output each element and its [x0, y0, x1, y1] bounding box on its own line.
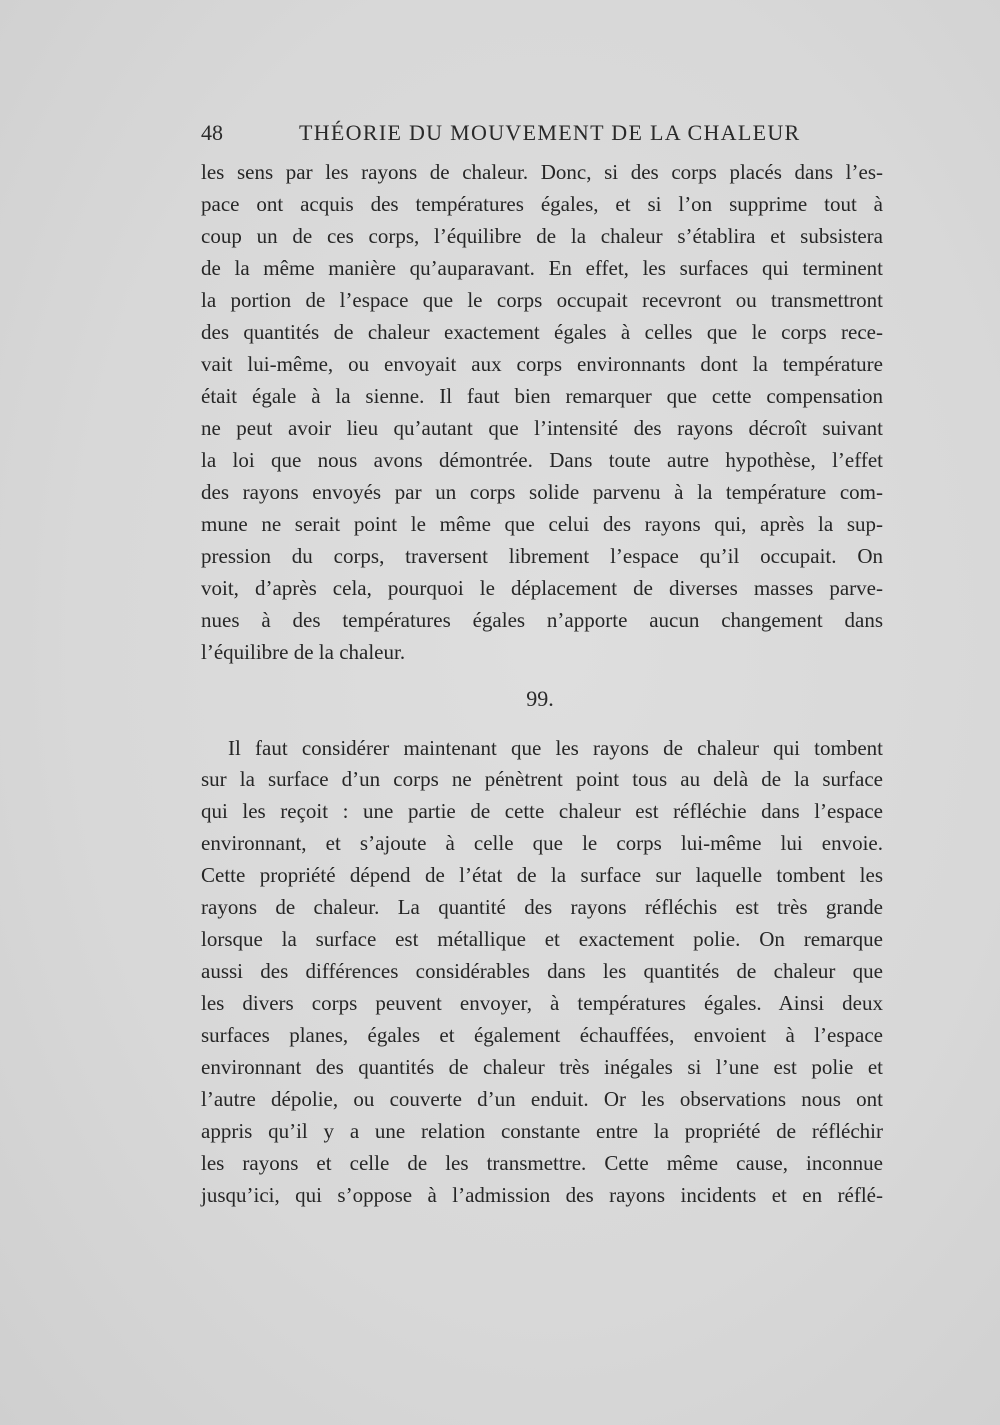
- text-line: lorsque la surface est métallique et exactement polie. On remarque: [201, 927, 883, 951]
- text-line: surfaces planes, égales et également échauffées, envoient à l’espace: [201, 1023, 883, 1047]
- text-line: nues à des températures égales n’apporte aucun changement dans: [201, 608, 883, 632]
- text-line: les sens par les rayons de chaleur. Donc, si des corps placés dans l’es-: [201, 160, 883, 184]
- page-number: 48: [201, 120, 223, 145]
- text-line: l’équilibre de la chaleur.: [201, 640, 406, 664]
- text-line: rayons de chaleur. La quantité des rayons réfléchis est très grande: [201, 895, 883, 919]
- text-line: les divers corps peuvent envoyer, à températures égales. Ainsi deux: [201, 991, 883, 1015]
- running-header: [201, 120, 821, 150]
- text-line: aussi des différences considérables dans les quantités de chaleur que: [201, 959, 883, 983]
- text-line: la loi que nous avons démontrée. Dans toute autre hypothèse, l’effet: [201, 448, 883, 472]
- text-line: coup un de ces corps, l’équilibre de la chaleur s’établira et subsistera: [201, 224, 883, 248]
- text-line: des quantités de chaleur exactement égales à celles que le corps rece-: [201, 320, 883, 344]
- text-line: Cette propriété dépend de l’état de la surface sur laquelle tombent les: [201, 863, 883, 887]
- text-line: la portion de l’espace que le corps occupait recevront ou transmettront: [201, 288, 883, 312]
- text-line: jusqu’ici, qui s’oppose à l’admission des rayons incidents et en réflé-: [201, 1183, 883, 1207]
- text-line: sur la surface d’un corps ne pénètrent point tous au delà de la surface: [201, 767, 883, 791]
- text-line: pace ont acquis des températures égales, et si l’on supprime tout à: [201, 192, 883, 216]
- text-line: de la même manière qu’auparavant. En effet, les surfaces qui terminent: [201, 256, 883, 280]
- text-line: appris qu’il y a une relation constante entre la propriété de réfléchir: [201, 1119, 883, 1143]
- text-line: était égale à la sienne. Il faut bien remarquer que cette compensation: [201, 384, 883, 408]
- running-title: THÉORIE DU MOUVEMENT DE LA CHALEUR: [299, 120, 801, 145]
- text-line: ne peut avoir lieu qu’autant que l’intensité des rayons décroît suivant: [201, 416, 883, 440]
- section-number: 99.: [526, 686, 554, 711]
- text-line: pression du corps, traversent librement l’espace qu’il occupait. On: [201, 544, 883, 568]
- text-line: des rayons envoyés par un corps solide parvenu à la température com-: [201, 480, 883, 504]
- text-line: vait lui-même, ou envoyait aux corps environnants dont la température: [201, 352, 883, 376]
- text-line: environnant, et s’ajoute à celle que le corps lui-même lui envoie.: [201, 831, 883, 855]
- text-line: qui les reçoit : une partie de cette chaleur est réfléchie dans l’espace: [201, 799, 883, 823]
- text-line: voit, d’après cela, pourquoi le déplacement de diverses masses parve-: [201, 576, 883, 600]
- text-line: Il faut considérer maintenant que les rayons de chaleur qui tombent: [228, 736, 883, 760]
- text-line: l’autre dépolie, ou couverte d’un enduit. Or les observations nous ont: [201, 1087, 883, 1111]
- text-line: les rayons et celle de les transmettre. Cette même cause, inconnue: [201, 1151, 883, 1175]
- text-line: mune ne serait point le même que celui des rayons qui, après la sup-: [201, 512, 883, 536]
- text-line: environnant des quantités de chaleur très inégales si l’une est polie et: [201, 1055, 883, 1079]
